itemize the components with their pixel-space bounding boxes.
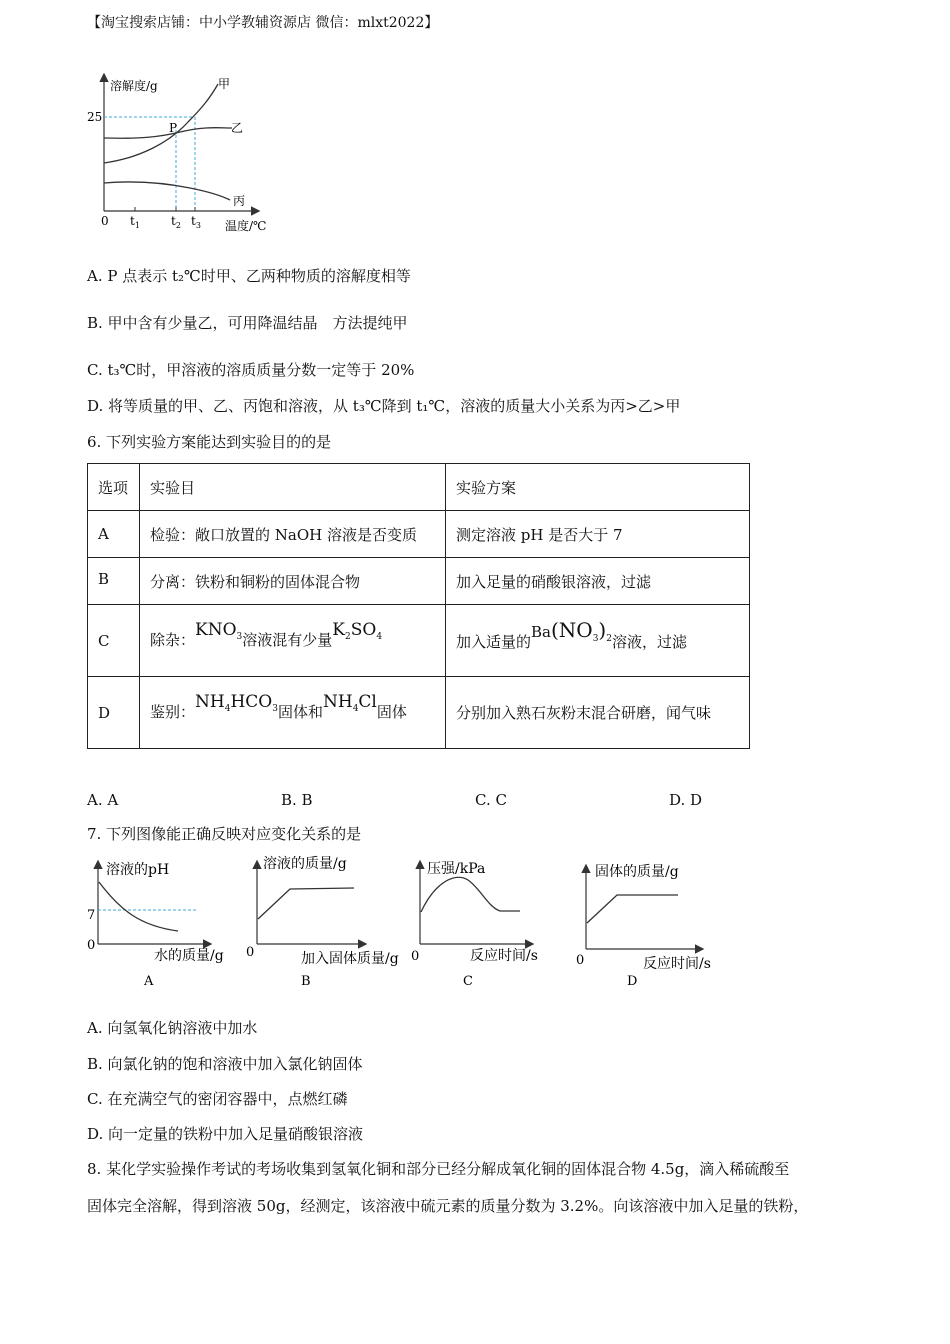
row-b-purpose: 分离：铁粉和铜粉的固体混合物 (140, 558, 446, 605)
graph-d-xlabel: 反应时间/s (643, 956, 711, 972)
q8-line-1: 8. 某化学实验操作考试的考场收集到氢氧化铜和部分已经分解成氧化铜的固体混合物 4.5g，滴入稀硫酸至 (87, 1160, 790, 1178)
graph-b-ylabel: 溶液的质量/g (263, 856, 347, 872)
graph-a-origin: 0 (87, 938, 96, 953)
row-b-plan: 加入足量的硝酸银溶液，过滤 (446, 558, 750, 605)
t2-label: $t_2$ (171, 214, 181, 230)
q5-option-b: B. 甲中含有少量乙，可用降温结晶 方法提纯甲 (87, 314, 408, 332)
graph-d-letter: D (627, 974, 638, 989)
q7-option-c: C. 在充满空气的密闭容器中，点燃红磷 (87, 1090, 348, 1108)
formula-nh4hco3: $NH_4HCO_3$ (195, 692, 278, 714)
header-plan: 实验方案 (446, 464, 750, 511)
curve-bing (104, 182, 230, 200)
y-tick-25: 25 (87, 110, 103, 124)
table-row (88, 511, 750, 558)
row-b-option: B (88, 558, 140, 605)
graph-a-curve (99, 882, 178, 931)
graph-a-tick-7: 7 (87, 908, 96, 923)
origin-label: 0 (101, 214, 109, 228)
header-option: 选项 (88, 464, 140, 511)
row-a-purpose: 检验：敞口放置的 NaOH 溶液是否变质 (140, 511, 446, 558)
row-a-option: A (88, 511, 140, 558)
t3-label: $t_3$ (191, 214, 201, 230)
graph-c-origin: 0 (411, 949, 420, 964)
graph-a (87, 861, 224, 989)
curve-label-yi: 乙 (231, 121, 244, 135)
q6-choice-a: A. A (87, 791, 119, 809)
q8-line-2: 固体完全溶解，得到溶液 50g，经测定，该溶液中硫元素的质量分数为 3.2%。向该溶液中加入足量的铁粉， (87, 1197, 809, 1215)
q6-choice-b: B. B (281, 791, 313, 809)
q6-choice-c: C. C (475, 791, 507, 809)
q5-option-d: D. 将等质量的甲、乙、丙饱和溶液，从 t₃℃降到 t₁℃，溶液的质量大小关系为丙>乙>甲 (87, 397, 681, 415)
row-c-option: C (88, 605, 140, 677)
graph-d-line (587, 895, 678, 923)
graph-c-curve (421, 877, 520, 912)
graph-b (246, 855, 399, 989)
table-row (88, 558, 750, 605)
curve-label-jia: 甲 (218, 77, 231, 91)
graph-c-ylabel: 压强/kPa (427, 861, 486, 877)
x-axis-label: 温度/℃ (225, 219, 267, 233)
graph-b-line (258, 888, 354, 919)
table-row (88, 605, 750, 677)
row-c-plan: 加入适量的$Ba(NO_3)_2$溶液，过滤 (446, 605, 750, 677)
formula-ba-no3-2: $Ba(NO_3)_2$ (531, 617, 612, 644)
t-tick-labels (130, 214, 201, 230)
q7-option-d: D. 向一定量的铁粉中加入足量硝酸银溶液 (87, 1125, 364, 1143)
q7-graphs (80, 852, 730, 992)
graph-a-letter: A (144, 974, 154, 989)
curve-yi (104, 128, 232, 139)
header-purpose: 实验目 (140, 464, 446, 511)
t1-label: $t_1$ (130, 214, 140, 230)
graph-d (576, 863, 711, 989)
graph-a-xlabel: 水的质量/g (154, 948, 224, 964)
table-row (88, 677, 750, 749)
row-d-purpose: 鉴别：$NH_4HCO_3$固体和$NH_4Cl$固体 (140, 677, 446, 749)
header-banner: 【淘宝搜索店铺：中小学教辅资源店 微信：mlxt2022】 (87, 15, 439, 31)
curve-label-bing: 丙 (233, 194, 246, 208)
experiment-table (87, 463, 750, 749)
q7-option-b: B. 向氯化钠的饱和溶液中加入氯化钠固体 (87, 1055, 363, 1073)
solubility-chart (80, 70, 280, 240)
curve-jia (104, 84, 218, 163)
row-a-plan: 测定溶液 pH 是否大于 7 (446, 511, 750, 558)
graph-d-origin: 0 (576, 953, 585, 968)
graph-d-ylabel: 固体的质量/g (595, 864, 679, 880)
table-header-row (88, 464, 750, 511)
formula-nh4cl: $NH_4Cl$ (322, 692, 377, 714)
q7-option-a: A. 向氢氧化钠溶液中加水 (87, 1019, 258, 1037)
formula-kno3: $KNO_3$ (195, 620, 243, 642)
q6-choice-d: D. D (669, 791, 703, 809)
graph-c (411, 861, 538, 989)
q5-option-c: C. t₃℃时，甲溶液的溶质质量分数一定等于 20% (87, 361, 415, 379)
q5-option-a: A. P 点表示 t₂℃时甲、乙两种物质的溶解度相等 (87, 267, 411, 285)
q6-stem: 6. 下列实验方案能达到实验目的的是 (87, 433, 332, 451)
graph-a-ylabel: 溶液的pH (106, 862, 170, 878)
graph-c-letter: C (463, 974, 473, 989)
row-d-plan: 分别加入熟石灰粉末混合研磨，闻气味 (446, 677, 750, 749)
point-p-label: P (169, 121, 178, 135)
q7-stem: 7. 下列图像能正确反映对应变化关系的是 (87, 825, 362, 843)
y-axis-label: 溶解度/g (110, 79, 158, 93)
graph-b-xlabel: 加入固体质量/g (301, 951, 399, 967)
row-c-purpose: 除杂：$KNO_3$溶液混有少量$K_2SO_4$ (140, 605, 446, 677)
graph-b-origin: 0 (246, 945, 255, 960)
formula-k2so4: $K_2SO_4$ (332, 620, 383, 642)
row-d-option: D (88, 677, 140, 749)
graph-b-letter: B (301, 974, 311, 989)
graph-c-xlabel: 反应时间/s (470, 948, 538, 964)
